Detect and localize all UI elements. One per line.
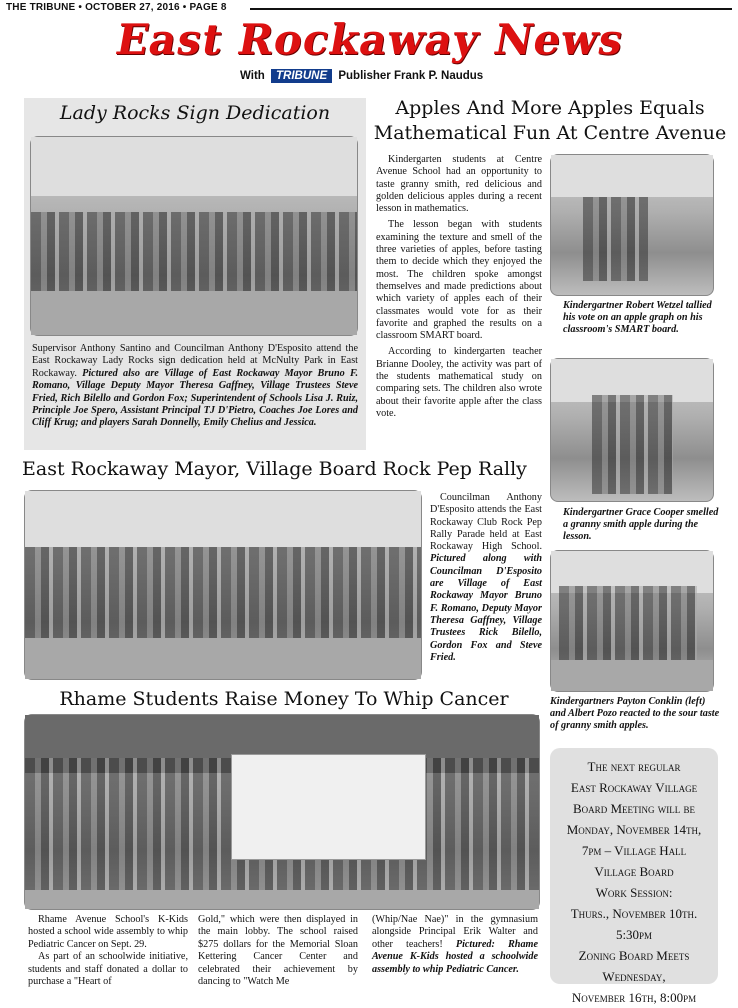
notice-line: East Rockaway Village	[570, 780, 698, 795]
apples-headline	[372, 96, 728, 146]
apples-paragraph: The lesson began with students examining the texture and smell of the three varieties of apples, before tasting them to decide which they enjoyed the most. The children spoke amongst themselves and made predictions about which variety of apples each of their classmates would vote for as their favorite and graphed the results on a classroom SMART board.	[376, 219, 542, 342]
lady-rocks-photo	[30, 136, 358, 336]
apples-paragraph: Kindergarten students at Centre Avenue School had an opportunity to taste granny smith, red delicious and golden delicious apples during a recent lesson in mathematics.	[376, 154, 542, 215]
publisher-label: Publisher Frank P. Naudus	[338, 70, 484, 82]
village-meeting-notice	[550, 748, 718, 1005]
masthead	[100, 14, 640, 70]
pep-rally-headline: East Rockaway Mayor, Village Board Rock Pep Rally	[22, 458, 527, 480]
lady-rocks-caption	[32, 343, 358, 430]
notice-line: Thurs., November 10th.	[570, 906, 698, 921]
notice-line: Work Session:	[595, 885, 673, 900]
payton-albert-caption: Kindergartners Payton Conklin (left) and Albert Pozo reacted to the sour taste of granny smith apples.	[550, 696, 720, 731]
payton-albert-photo	[550, 550, 714, 692]
tribune-logo: TRIBUNE	[271, 69, 332, 83]
notice-line: November 16th, 8:00pm	[571, 990, 697, 1005]
pep-caption-plain: Councilman Anthony D'Esposito attends the East Rockaway Club Rock Pep Rally Parade held at East Rockaway High School.	[430, 492, 542, 553]
pep-rally-photo	[24, 490, 422, 680]
notice-line: Zoning Board Meets	[578, 948, 690, 963]
notice-line: 5:30pm	[615, 927, 653, 942]
notice-line: Board Meeting will be	[573, 801, 695, 816]
apples-article	[376, 154, 542, 424]
apples-paragraph: According to kindergarten teacher Brianne Dooley, the activity was part of the students mathematical study on comparing sets. The children also wrote about their favorite apple after the class vote.	[376, 346, 542, 419]
masthead-title: East Rockaway News	[112, 15, 628, 64]
robert-wetzel-photo	[550, 154, 714, 296]
masthead-subline	[240, 69, 540, 83]
rhame-column-3	[372, 914, 538, 976]
rhame-paragraph: Rhame Avenue School's K-Kids hosted a school wide assembly to whip Pediatric Cancer on Sept. 29.	[28, 914, 188, 950]
rhame-column-2: Gold," which were then displayed in the main lobby. The school raised $275 dollars for the Memorial Sloan Kettering Cancer Center and celebrated their achievement by dancing to "Watch Me	[198, 914, 358, 988]
lady-caption-italic: Pictured also are Village of East Rockaway Mayor Bruno F. Romano, Village Deputy Mayor Theresa Gaffney, Village Trustees Steve Fried, Rich Bilello and Gordon Fox; Superintendent of Schools Lisa J. Ruiz, Principle Joe Spero, Assistant Principal TJ D'Pietro, Coaches Joe Lores and Cliff Krug; and players Sarah Donnelly, Emily Chelius and Jessica.	[32, 367, 358, 429]
apples-headline-line2: Mathematical Fun At Centre Avenue	[373, 122, 727, 144]
with-label: With	[240, 70, 265, 82]
pep-caption-italic: Pictured along with Councilman D'Esposito are Village of East Rockaway Mayor Bruno F. Romano, Deputy Mayor Theresa Gaffney, Village Trustees Rick Bilello, Gordon Fox and Steve Fried.	[430, 553, 542, 663]
grace-cooper-photo	[550, 358, 714, 502]
page-folio: THE TRIBUNE • OCTOBER 27, 2016 • PAGE 8	[6, 2, 227, 13]
lady-caption-plain: Supervisor Anthony Santino and Councilman Anthony D'Esposito attend the East Rockaway Lady Rocks sign dedication held at McNulty Park in East Rockaway.	[32, 343, 358, 379]
notice-line: 7pm – Village Hall	[581, 843, 687, 858]
grace-cooper-caption: Kindergartner Grace Cooper smelled a granny smith apple during the lesson.	[563, 507, 719, 542]
rhame-column-1	[28, 914, 188, 988]
notice-line: Wednesday,	[602, 969, 666, 984]
rhame-col3-italic: Pictured: Rhame Avenue K-Kids hosted a schoolwide assembly to whip Pediatric Cancer.	[372, 938, 538, 975]
rhame-headline: Rhame Students Raise Money To Whip Cancer	[59, 688, 509, 710]
pep-rally-caption	[430, 492, 542, 664]
rhame-paragraph: As part of an schoolwide initiative, students and staff donated a dollar to purchase a "Heart of	[28, 951, 188, 988]
notice-line: Monday, November 14th,	[566, 822, 702, 837]
notice-line: The next regular	[587, 759, 681, 774]
apples-headline-line1: Apples And More Apples Equals	[395, 97, 705, 119]
rhame-students-photo	[24, 714, 540, 910]
notice-line: Village Board	[594, 864, 674, 879]
lady-rocks-title: Lady Rocks Sign Dedication	[59, 102, 331, 124]
rhame-col3-plain: (Whip/Nae Nae)" in the gymnasium alongside Principal Erik Walter and other teachers!	[372, 914, 538, 950]
robert-wetzel-caption: Kindergartner Robert Wetzel tallied his vote on an apple graph on his classroom's SMART board.	[563, 300, 712, 335]
top-rule	[250, 8, 732, 10]
